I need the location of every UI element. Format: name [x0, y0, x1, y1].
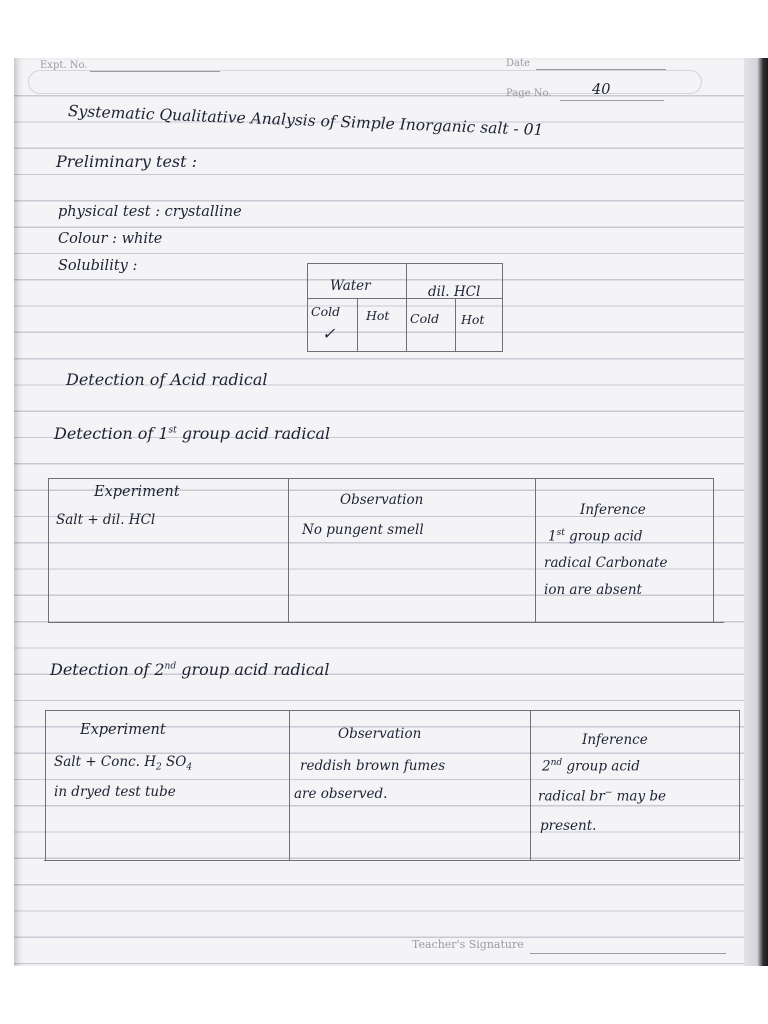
- group1-inference-line2: radical Carbonate: [544, 555, 668, 571]
- group2-heading: Detection of 2nd group acid radical: [50, 660, 330, 679]
- group2-header-inference: Inference: [582, 732, 648, 748]
- sol-col-water-hot: Hot: [366, 308, 390, 323]
- group1-heading: Detection of 1st group acid radical: [54, 424, 331, 443]
- group2-inference-line2: radical br− may be: [538, 788, 667, 805]
- teacher-signature-label: Teacher's Signature: [412, 938, 524, 951]
- group1-inference-line3: ion are absent: [544, 582, 642, 598]
- group1-observation: No pungent smell: [302, 522, 424, 538]
- acid-radical-heading: Detection of Acid radical: [66, 370, 268, 389]
- expt-no-line: [90, 71, 220, 72]
- solubility-label: Solubility :: [58, 258, 138, 274]
- group1-header-experiment: Experiment: [94, 484, 180, 500]
- group1-experiment: Salt + dil. HCl: [56, 512, 156, 528]
- group1-header-observation: Observation: [340, 492, 424, 508]
- group2-inference-line1: 2nd group acid: [542, 758, 640, 775]
- sol-group-water: Water: [330, 278, 371, 294]
- group2-observation-line1: reddish brown fumes: [300, 758, 446, 774]
- sol-check-mark: ✓: [322, 324, 336, 343]
- group2-header-experiment: Experiment: [80, 722, 166, 738]
- expt-no-label: Expt. No.: [40, 60, 88, 71]
- group2-observation-line2: are observed.: [294, 786, 388, 802]
- sol-group-dil-hcl: dil. HCl: [428, 284, 481, 300]
- notebook-page: [14, 58, 744, 966]
- group2-inference-line3: present.: [540, 818, 597, 834]
- page-no-line: [560, 100, 664, 101]
- colour-text: Colour : white: [58, 231, 163, 247]
- page-no-label: Page No.: [506, 88, 552, 99]
- preliminary-heading: Preliminary test :: [56, 152, 198, 171]
- page-no-value: 40: [592, 82, 611, 98]
- group1-inference-line1: 1st group acid: [548, 528, 643, 545]
- sol-col-hcl-cold: Cold: [410, 311, 440, 326]
- group2-header-observation: Observation: [338, 726, 422, 742]
- group2-experiment-line1: Salt + Conc. $H_2$ $SO_4$: [54, 754, 193, 773]
- physical-test-text: physical test : crystalline: [58, 204, 242, 220]
- teacher-signature-line: [530, 953, 726, 954]
- date-label: Date: [506, 58, 530, 69]
- group2-experiment-line2: in dryed test tube: [54, 784, 176, 800]
- date-line: [536, 69, 666, 70]
- sol-col-hcl-hot: Hot: [461, 312, 485, 327]
- group1-header-inference: Inference: [580, 502, 646, 518]
- sol-col-water-cold: Cold: [311, 304, 341, 319]
- page-title: Systematic Qualitative Analysis of Simple Inorganic salt - 01: [67, 102, 544, 140]
- notebook-binding-edge: [744, 58, 768, 966]
